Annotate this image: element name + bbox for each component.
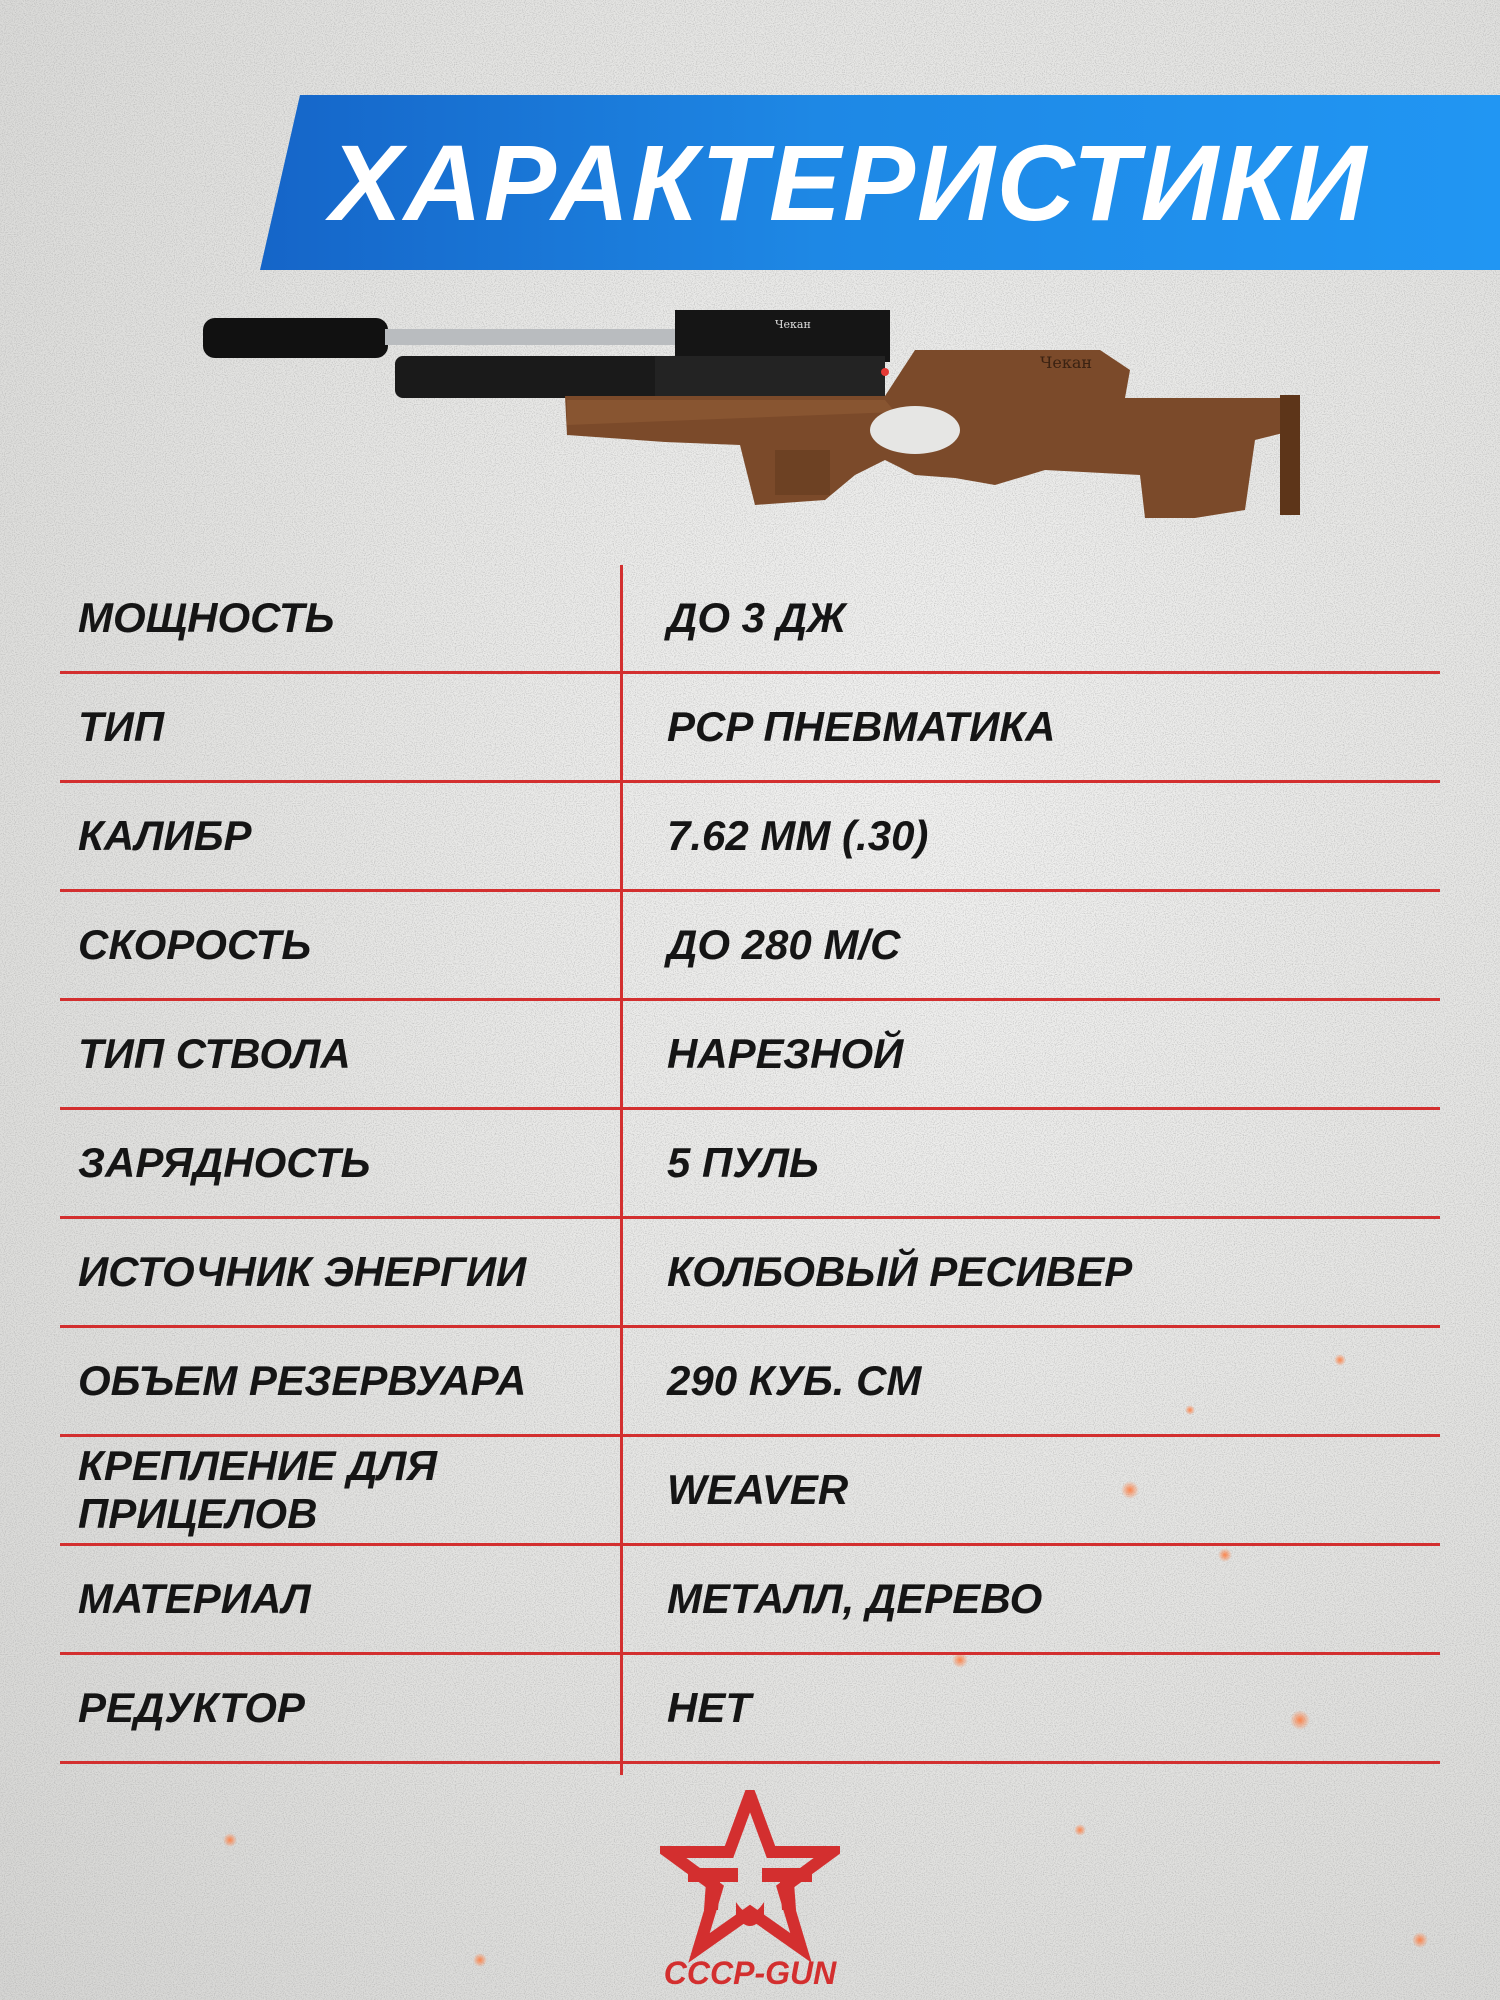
spec-label: СКОРОСТЬ [78,921,312,968]
table-row [60,565,1440,674]
table-row [60,1437,1440,1546]
table-row [60,783,1440,892]
spec-value: 5 ПУЛЬ [667,1139,819,1186]
spec-label: ТИП СТВОЛА [78,1030,351,1077]
spec-value: ДО 3 ДЖ [667,594,846,641]
spec-value: WEAVER [667,1466,849,1513]
table-row [60,1110,1440,1219]
spec-value: КОЛБОВЫЙ РЕСИВЕР [667,1248,1133,1295]
spec-label: ТИП [78,703,165,750]
table-row [60,1219,1440,1328]
spec-label: ОБЪЕМ РЕЗЕРВУАРА [78,1357,527,1404]
spec-label: КРЕПЛЕНИЕ ДЛЯ ПРИЦЕЛОВ [78,1442,437,1537]
spec-value: НЕТ [667,1684,751,1731]
page-title: ХАРАКТЕРИСТИКИ [330,122,1369,243]
table-row [60,1655,1440,1764]
spec-value: НАРЕЗНОЙ [667,1030,904,1077]
spec-label: РЕДУКТОР [78,1684,305,1731]
spec-label: МОЩНОСТЬ [78,594,335,641]
spec-label: КАЛИБР [78,812,252,859]
red-star-pistols-icon [660,1790,840,1965]
spec-label: ИСТОЧНИК ЭНЕРГИИ [78,1248,527,1295]
table-row [60,674,1440,783]
spec-table [60,565,1440,1764]
table-row [60,1546,1440,1655]
stock-engraving: Чекан [1040,353,1093,372]
spec-value: МЕТАЛЛ, ДЕРЕВО [667,1575,1043,1622]
table-row [60,1001,1440,1110]
spec-label: ЗАРЯДНОСТЬ [78,1139,371,1186]
table-row [60,1328,1440,1437]
spec-value: ДО 280 М/С [667,921,901,968]
spec-value: 290 КУБ. СМ [667,1357,922,1404]
pcp-air-rifle-image [195,300,1315,530]
spec-value: PCP ПНЕВМАТИКА [667,703,1056,750]
svg-text:Чекан: Чекан [775,318,811,331]
spec-value: 7.62 ММ (.30) [667,812,929,859]
table-row [60,892,1440,1001]
brand-name: CCCP-GUN [663,1955,837,1991]
spec-label: МАТЕРИАЛ [78,1575,311,1622]
